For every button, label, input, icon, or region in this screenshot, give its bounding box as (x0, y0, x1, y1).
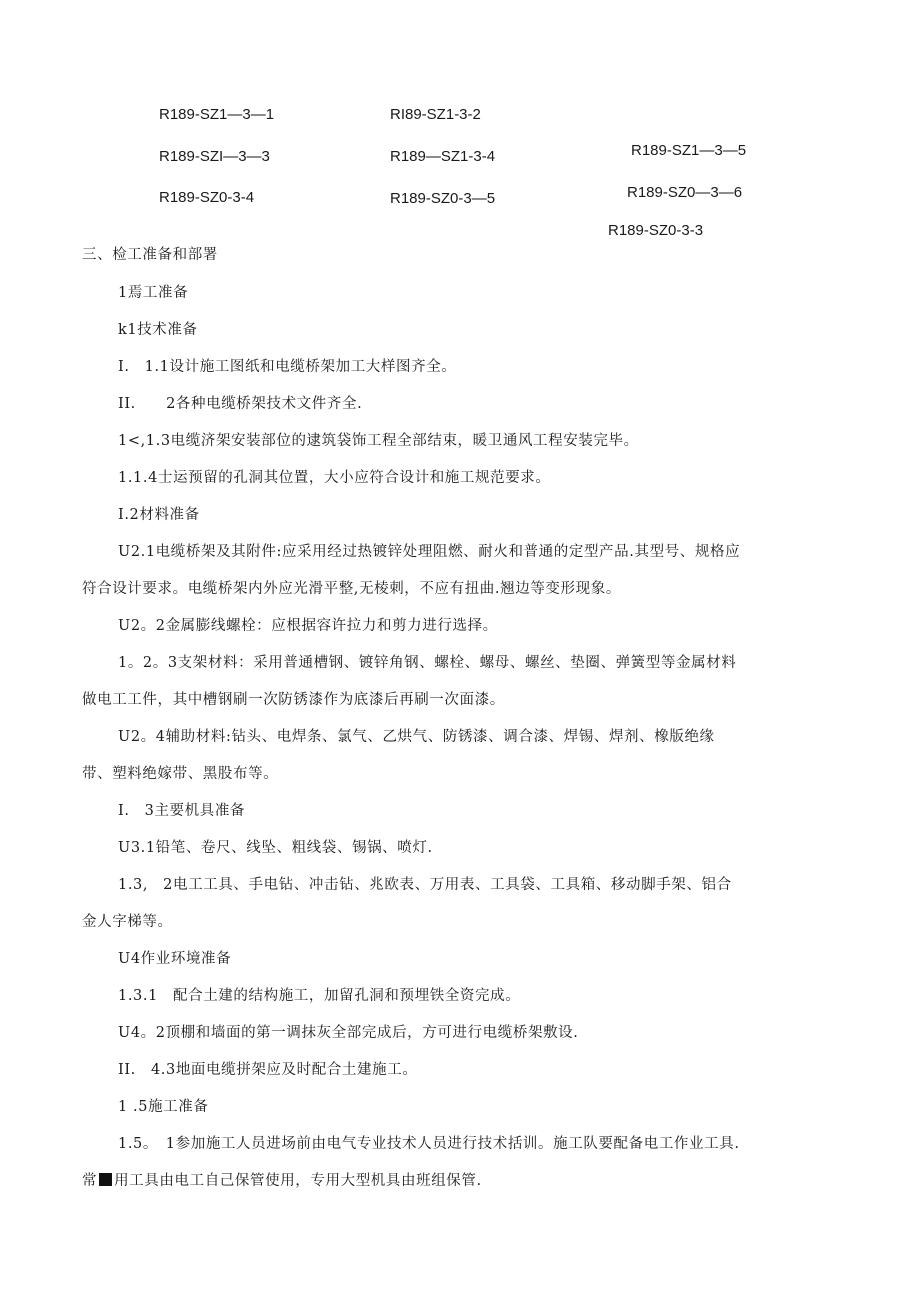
body-line: U4。2顶棚和墙面的第一调抹灰全部完成后，方可进行电缆桥架敷设. (118, 1025, 579, 1041)
component-code: RI89-SZ1-3-2 (390, 106, 481, 123)
section-heading: 三、检工准备和部署 (82, 247, 218, 263)
body-line: I. 1.1设计施工图纸和电缆桥架加工大样图齐全。 (118, 359, 457, 375)
subsection-heading: 1 .5施工准备 (118, 1099, 209, 1115)
filled-square-glyph (99, 1173, 112, 1186)
body-line: 1.3.1 配合土建的结构施工，加留孔洞和预埋铁全资完成。 (118, 988, 521, 1004)
body-line: 1.3, 2电工工具、手电钻、冲击钻、兆欧表、万用表、工具袋、工具箱、移动脚手架、铝合 (118, 877, 732, 893)
body-line: 1.1.4士运预留的孔洞其位置，大小应符合设计和施工规范要求。 (118, 470, 551, 486)
subsection-heading: U4作业环境准备 (118, 951, 232, 967)
cropped-code-clip (608, 222, 768, 239)
component-code: R189-SZ1—3—1 (159, 106, 275, 123)
body-line: II. 4.3地面电缆拼架应及时配合土建施工。 (118, 1062, 418, 1078)
body-line (82, 1172, 482, 1190)
body-line-rest: 用工具由电工自己保管使用，专用大型机具由班组保管. (114, 1173, 482, 1189)
body-line: 1。2。3支架材料：采用普通槽钢、镀锌角钢、螺栓、螺母、螺丝、垫圈、弹簧型等金属材料 (118, 655, 737, 671)
component-code: R189—SZ1-3-4 (390, 148, 496, 165)
component-code-cropped: R189-SZ0-3-3 (608, 222, 704, 239)
body-line: U2。2金属膨线螺栓：应根据容许拉力和剪力进行选择。 (118, 618, 498, 634)
body-line: 1.5。 1参加施工人员进场前由电气专业技术人员进行技术括训。施工队要配备电工作业工具. (118, 1136, 740, 1152)
body-line: 做电工工件，其中槽钢刷一次防锈漆作为底漆后再刷一次面漆。 (82, 692, 505, 708)
body-line: 符合设计要求。电缆桥架内外应光滑平整,无棱刺，不应有扭曲.翘边等变形现象。 (82, 581, 621, 597)
subsection-heading: 1焉工准备 (118, 285, 189, 301)
body-line: U2.1电缆桥架及其附件:应采用经过热镀锌处理阻燃、耐火和普通的定型产品.其型号、规格应 (118, 544, 741, 560)
component-code: R189-SZI—3—3 (159, 148, 270, 165)
subsection-heading: k1技术准备 (118, 322, 198, 338)
body-line: U3.1铅笔、卷尺、线坠、粗线袋、锡锅、喷灯. (118, 840, 433, 856)
subsection-heading: I.2材料准备 (118, 507, 200, 523)
body-line: 带、塑料绝嫁带、黑股布等。 (82, 766, 279, 782)
body-line: 金人字梯等。 (82, 914, 173, 930)
subsection-heading: I. 3主要机具准备 (118, 803, 246, 819)
body-line: 1<,1.3电缆济架安装部位的逮筑袋饰工程全部结束，暖卫通风工程安装完毕。 (118, 433, 639, 449)
component-code: R189-SZ0-3-4 (159, 189, 255, 206)
component-code: R189-SZ0—3—6 (627, 184, 743, 201)
body-line: II. 2各种电缆桥架技术文件齐全. (118, 396, 363, 412)
body-line-prefix: 常 (82, 1173, 98, 1189)
component-code: R189-SZ0-3—5 (390, 190, 496, 207)
body-line: U2。4辅助材料:钻头、电焊条、氯气、乙烘气、防锈漆、调合漆、焊锡、焊剂、橡版绝缘 (118, 729, 715, 745)
component-code: R189-SZ1—3—5 (631, 142, 747, 159)
